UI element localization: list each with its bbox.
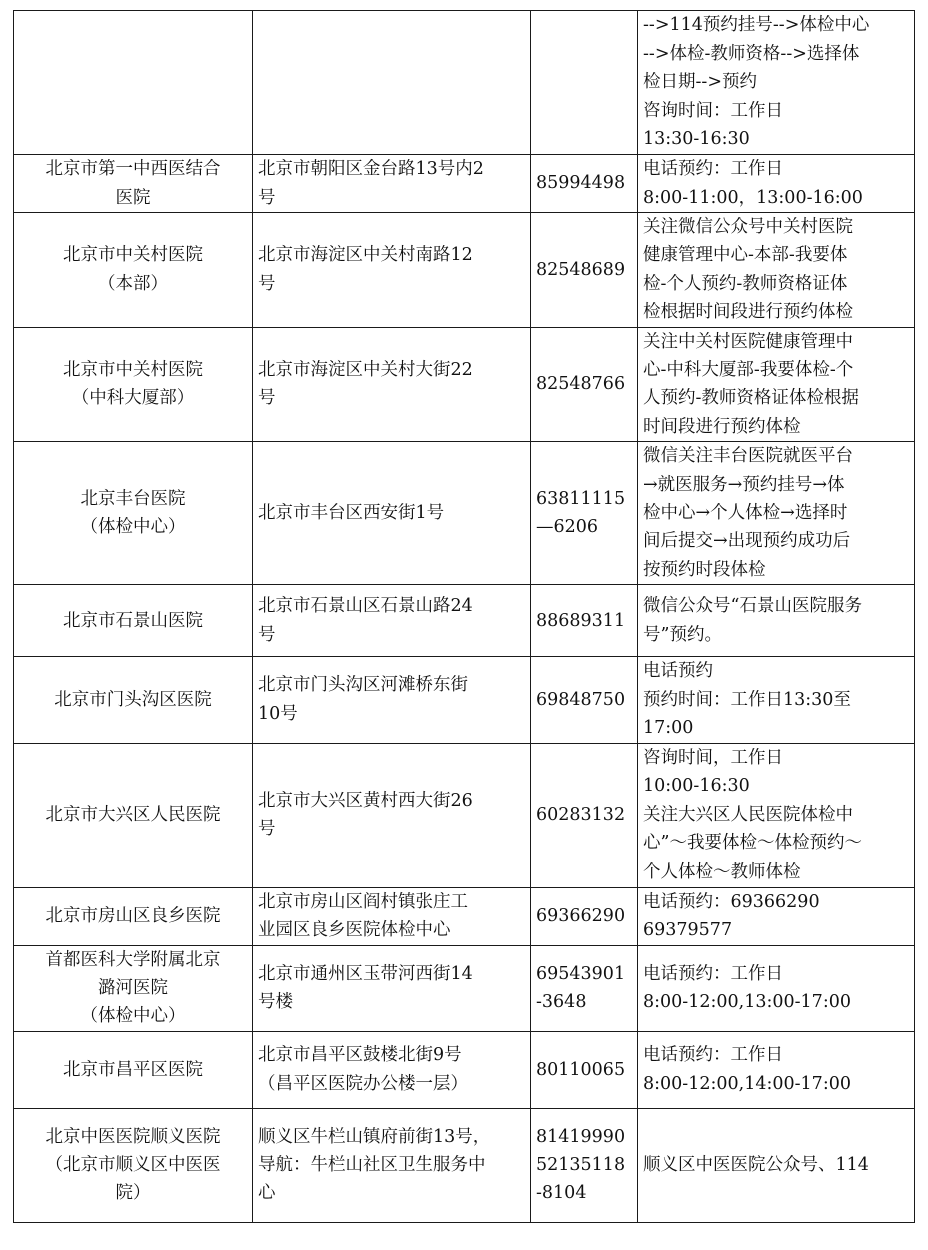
- cell-line: 北京中医医院顺义医院: [45, 1126, 221, 1147]
- table-row: [14, 585, 915, 657]
- cell-line: 按预约时段体检: [643, 559, 766, 580]
- cell-line: 北京市石景山医院: [63, 610, 203, 631]
- cell-line: 电话预约：工作日: [643, 963, 783, 984]
- cell-line: 10号: [258, 703, 298, 724]
- cell-line: 电话预约: [643, 661, 713, 682]
- phone-cell: [531, 327, 638, 442]
- table-row: [14, 1108, 915, 1222]
- cell-line: （体检中心）: [80, 1006, 186, 1027]
- cell-line: 63811115: [536, 488, 626, 509]
- cell-line: →就医服务→预约挂号→体: [643, 474, 845, 495]
- table-row: [14, 155, 915, 213]
- cell-line: 17:00: [643, 718, 694, 739]
- cell-line: 导航：牛栏山社区卫生服务中: [258, 1155, 486, 1176]
- cell-line: 检中心→个人体检→选择时: [643, 503, 848, 524]
- cell-line: 时间段进行预约体检: [643, 416, 801, 437]
- cell-line: 52135118: [536, 1155, 626, 1176]
- phone-cell: [531, 11, 638, 155]
- appointment-note-cell: [638, 327, 915, 442]
- cell-line: 检根据时间段进行预约体检: [643, 302, 853, 323]
- table-row: [14, 11, 915, 155]
- cell-line: 北京市海淀区中关村南路12: [258, 245, 473, 266]
- appointment-note-cell: [638, 743, 915, 887]
- cell-line: 8:00-12:00,13:00-17:00: [643, 992, 851, 1013]
- hospital-name-cell: [14, 887, 253, 945]
- cell-line: 间后提交→出现预约成功后: [643, 531, 851, 552]
- hospital-name-cell: [14, 657, 253, 743]
- address-cell: [253, 11, 531, 155]
- cell-line: 电话预约：69366290: [643, 891, 820, 912]
- cell-line: 69543901: [536, 963, 626, 984]
- hospital-name-cell: [14, 11, 253, 155]
- phone-cell: [531, 1031, 638, 1108]
- cell-line: （北京市顺义区中医医: [45, 1155, 221, 1176]
- cell-line: 人预约-教师资格证体检根据: [643, 388, 859, 409]
- cell-line: 10:00-16:30: [643, 776, 750, 797]
- cell-line: 85994498: [536, 173, 626, 194]
- cell-line: 咨询时间，工作日: [643, 747, 783, 768]
- cell-line: （昌平区医院办公楼一层）: [258, 1073, 468, 1094]
- table-row: [14, 327, 915, 442]
- cell-line: 咨询时间：工作日: [643, 100, 783, 121]
- cell-line: 北京市第一中西医结合: [45, 159, 221, 180]
- cell-line: 健康管理中心-本部-我要体: [643, 245, 848, 266]
- cell-line: -->体检-教师资格-->选择体: [643, 43, 860, 64]
- cell-line: 北京市中关村医院: [63, 360, 203, 381]
- cell-line: 关注中关村医院健康管理中: [643, 331, 853, 352]
- appointment-note-cell: [638, 945, 915, 1031]
- cell-line: 8:00-12:00,14:00-17:00: [643, 1073, 851, 1094]
- cell-line: -8104: [536, 1183, 587, 1204]
- address-cell: [253, 657, 531, 743]
- cell-line: （体检中心）: [80, 517, 186, 538]
- cell-line: 8:00-11:00，13:00-16:00: [643, 187, 863, 208]
- address-cell: [253, 155, 531, 213]
- cell-line: 北京市房山区阎村镇张庄工: [258, 891, 468, 912]
- cell-line: 号: [258, 187, 276, 208]
- phone-cell: [531, 155, 638, 213]
- cell-line: 潞河医院: [98, 977, 168, 998]
- phone-cell: [531, 1108, 638, 1222]
- address-cell: [253, 887, 531, 945]
- address-cell: [253, 442, 531, 585]
- table-row: [14, 442, 915, 585]
- phone-cell: [531, 585, 638, 657]
- phone-cell: [531, 887, 638, 945]
- hospital-table: [13, 10, 915, 1223]
- cell-line: 北京市大兴区黄村西大街26: [258, 790, 473, 811]
- cell-line: 电话预约：工作日: [643, 159, 783, 180]
- cell-line: 检-个人预约-教师资格证体: [643, 273, 848, 294]
- cell-line: 69366290: [536, 905, 626, 926]
- cell-line: 69379577: [643, 920, 733, 940]
- hospital-name-cell: [14, 442, 253, 585]
- cell-line: 预约时间：工作日13:30至: [643, 689, 851, 710]
- phone-cell: [531, 743, 638, 887]
- hospital-name-cell: [14, 743, 253, 887]
- cell-line: 北京市中关村医院: [63, 245, 203, 266]
- table-body: [14, 11, 915, 1223]
- appointment-note-cell: [638, 155, 915, 213]
- appointment-note-cell: [638, 585, 915, 657]
- cell-line: 81419990: [536, 1126, 626, 1147]
- cell-line: 关注微信公众号中关村医院: [643, 217, 853, 237]
- cell-line: 心”～我要体检～体检预约～: [643, 833, 862, 854]
- cell-line: 69848750: [536, 689, 626, 710]
- hospital-name-cell: [14, 585, 253, 657]
- cell-line: 北京市朝阳区金台路13号内2: [258, 159, 484, 180]
- cell-line: 顺义区牛栏山镇府前街13号，: [258, 1126, 491, 1147]
- hospital-name-cell: [14, 1108, 253, 1222]
- cell-line: 微信关注丰台医院就医平台: [643, 446, 853, 467]
- cell-line: 电话预约：工作日: [643, 1045, 783, 1066]
- cell-line: 个人体检～教师体检: [643, 861, 801, 882]
- table-row: [14, 743, 915, 887]
- cell-line: 业园区良乡医院体检中心: [258, 920, 451, 940]
- cell-line: 82548689: [536, 259, 626, 280]
- address-cell: [253, 213, 531, 328]
- cell-line: 北京市通州区玉带河西街14: [258, 963, 473, 984]
- table-row: [14, 887, 915, 945]
- cell-line: 号: [258, 624, 276, 645]
- hospital-name-cell: [14, 1031, 253, 1108]
- cell-line: 80110065: [536, 1059, 626, 1080]
- appointment-note-cell: [638, 442, 915, 585]
- phone-cell: [531, 657, 638, 743]
- cell-line: 号: [258, 388, 276, 409]
- table-row: [14, 657, 915, 743]
- address-cell: [253, 1108, 531, 1222]
- cell-line: 首都医科大学附属北京: [45, 949, 221, 970]
- address-cell: [253, 945, 531, 1031]
- cell-line: 13:30-16:30: [643, 129, 750, 150]
- table-row: [14, 1031, 915, 1108]
- address-cell: [253, 327, 531, 442]
- cell-line: 88689311: [536, 610, 626, 631]
- phone-cell: [531, 442, 638, 585]
- cell-line: 北京丰台医院: [80, 488, 186, 509]
- cell-line: 北京市门头沟区医院: [54, 689, 212, 710]
- hospital-name-cell: [14, 945, 253, 1031]
- cell-line: 号: [258, 819, 276, 839]
- cell-line: 关注大兴区人民医院体检中: [643, 804, 853, 825]
- cell-line: 院）: [115, 1183, 151, 1204]
- appointment-note-cell: [638, 887, 915, 945]
- address-cell: [253, 585, 531, 657]
- cell-line: 号: [258, 273, 276, 294]
- cell-line: 号楼: [258, 992, 293, 1013]
- hospital-name-cell: [14, 155, 253, 213]
- phone-cell: [531, 945, 638, 1031]
- cell-line: 号”预约。: [643, 624, 722, 645]
- cell-line: 82548766: [536, 374, 626, 395]
- cell-line: 北京市海淀区中关村大街22: [258, 360, 473, 381]
- address-cell: [253, 1031, 531, 1108]
- cell-line: 医院: [115, 187, 151, 208]
- cell-line: 60283132: [536, 804, 626, 825]
- cell-line: 检日期-->预约: [643, 72, 757, 93]
- cell-line: （本部）: [98, 273, 168, 294]
- appointment-note-cell: [638, 657, 915, 743]
- cell-line: 北京市门头沟区河滩桥东街: [258, 675, 468, 696]
- cell-line: 心: [258, 1183, 276, 1204]
- cell-line: 微信公众号“石景山医院服务: [643, 596, 862, 617]
- cell-line: -3648: [536, 992, 587, 1013]
- cell-line: 心-中科大厦部-我要体检-个: [643, 360, 854, 381]
- cell-line: 北京市大兴区人民医院: [45, 804, 221, 825]
- cell-line: 北京市丰台区西安街1号: [258, 503, 445, 524]
- address-cell: [253, 743, 531, 887]
- appointment-note-cell: [638, 11, 915, 155]
- hospital-name-cell: [14, 327, 253, 442]
- cell-line: 北京市昌平区医院: [63, 1059, 203, 1080]
- table-row: [14, 945, 915, 1031]
- cell-line: 顺义区中医医院公众号、114: [643, 1155, 869, 1176]
- cell-line: —6206: [536, 517, 599, 538]
- cell-line: 北京市房山区良乡医院: [45, 905, 221, 926]
- cell-line: （中科大厦部）: [71, 388, 195, 409]
- cell-line: -->114预约挂号-->体检中心: [643, 15, 870, 36]
- cell-line: 北京市石景山区石景山路24: [258, 596, 473, 617]
- appointment-note-cell: [638, 213, 915, 328]
- table-row: [14, 213, 915, 328]
- phone-cell: [531, 213, 638, 328]
- appointment-note-cell: [638, 1108, 915, 1222]
- hospital-name-cell: [14, 213, 253, 328]
- cell-line: 北京市昌平区鼓楼北街9号: [258, 1045, 462, 1066]
- appointment-note-cell: [638, 1031, 915, 1108]
